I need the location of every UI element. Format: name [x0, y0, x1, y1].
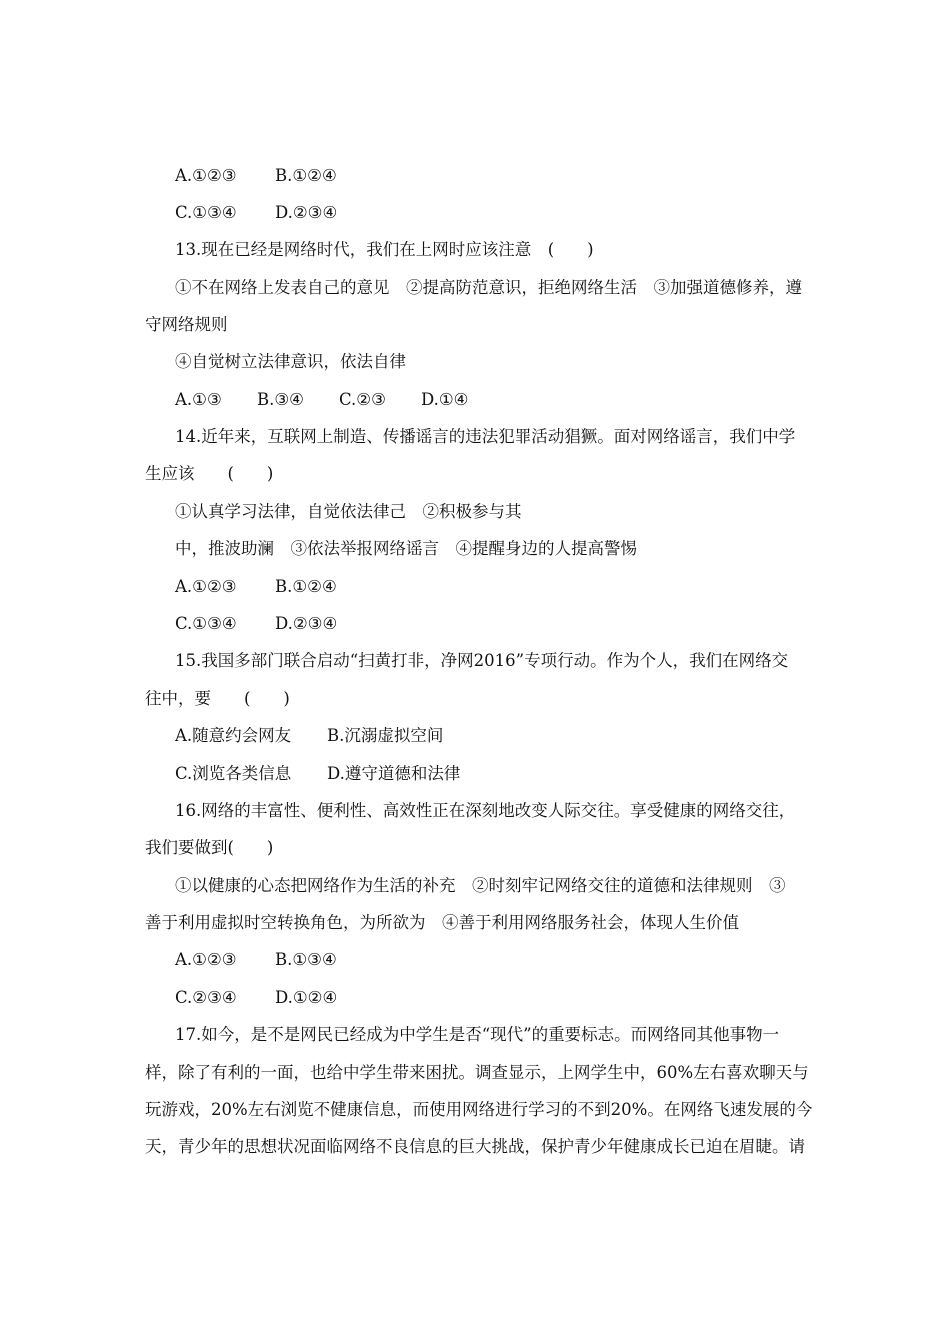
question-15-stem-line-2: 往中，要 ( ) — [145, 689, 290, 708]
option-c: C.浏览各类信息 — [175, 764, 292, 783]
option-b: B.①②④ — [275, 577, 337, 596]
option-a: A.随意约会网友 — [175, 726, 292, 745]
option-c: C.②③ — [339, 390, 386, 409]
question-16-stem-line-1: 16.网络的丰富性、便利性、高效性正在深刻地改变人际交往。享受健康的网络交往， — [175, 801, 796, 820]
question-16-options-row-2 — [175, 988, 337, 1008]
question-15-options-row-2 — [175, 764, 460, 784]
option-b: B.③④ — [257, 390, 304, 409]
question-17-line-2: 样，除了有利的一面，也给中学生带来困扰。调查显示，上网学生中，60%左右喜欢聊天与 — [145, 1063, 809, 1082]
question-16-items-line-1: ①以健康的心态把网络作为生活的补充 ②时刻牢记网络交往的道德和法律规则 ③ — [175, 876, 786, 895]
question-13-items-line-2: 守网络规则 — [145, 315, 228, 334]
option-a: A.①②③ — [175, 166, 237, 185]
question-17-line-4: 天，青少年的思想状况面临网络不良信息的巨大挑战，保护青少年健康成长已迫在眉睫。请 — [145, 1137, 805, 1156]
option-a: A.①③ — [175, 390, 222, 409]
question-13-stem: 13.现在已经是网络时代，我们在上网时应该注意 ( ) — [175, 240, 594, 259]
question-13-options — [175, 390, 468, 410]
option-d: D.①②④ — [275, 988, 338, 1007]
question-16-options-row-1 — [175, 950, 337, 970]
question-14-stem-line-1: 14.近年来，互联网上制造、传播谣言的违法犯罪活动猖獗。面对网络谣言，我们中学 — [175, 427, 796, 446]
option-d: D.遵守道德和法律 — [327, 764, 461, 783]
option-b: B.沉溺虚拟空间 — [327, 726, 444, 745]
prev-options-row-2 — [175, 203, 337, 223]
question-14-items-line-1: ①认真学习法律，自觉依法律己 ②积极参与其 — [175, 502, 522, 521]
prev-options-row-1 — [175, 166, 337, 186]
option-d: D.②③④ — [275, 614, 338, 633]
question-13-items-line-1: ①不在网络上发表自己的意见 ②提高防范意识，拒绝网络生活 ③加强道德修养，遵 — [175, 278, 802, 297]
option-c: C.②③④ — [175, 988, 237, 1007]
option-b: B.①②④ — [275, 166, 337, 185]
option-a: A.①②③ — [175, 577, 237, 596]
option-a: A.①②③ — [175, 950, 237, 969]
question-15-stem-line-1: 15.我国多部门联合启动“扫黄打非，净网2016”专项行动。作为个人，我们在网络交 — [175, 651, 789, 670]
option-c: C.①③④ — [175, 203, 237, 222]
option-d: D.②③④ — [275, 203, 338, 222]
option-b: B.①③④ — [275, 950, 337, 969]
question-14-stem-line-2: 生应该 ( ) — [145, 464, 274, 483]
question-14-options-row-2 — [175, 614, 337, 634]
question-17-line-3: 玩游戏，20%左右浏览不健康信息，而使用网络进行学习的不到20%。在网络飞速发展的今 — [145, 1100, 813, 1119]
question-16-stem-line-2: 我们要做到( ) — [145, 838, 274, 857]
question-13-items-line-3: ④自觉树立法律意识，依法自律 — [175, 352, 406, 371]
question-15-options-row-1 — [175, 726, 443, 746]
option-c: C.①③④ — [175, 614, 237, 633]
question-14-items-line-2: 中，推波助澜 ③依法举报网络谣言 ④提醒身边的人提高警惕 — [175, 539, 637, 558]
option-d: D.①④ — [421, 390, 469, 409]
question-17-line-1: 17.如今，是不是网民已经成为中学生是否“现代”的重要标志。而网络同其他事物一 — [175, 1025, 780, 1044]
question-14-options-row-1 — [175, 577, 337, 597]
question-16-items-line-2: 善于利用虚拟时空转换角色，为所欲为 ④善于利用网络服务社会，体现人生价值 — [145, 913, 739, 932]
